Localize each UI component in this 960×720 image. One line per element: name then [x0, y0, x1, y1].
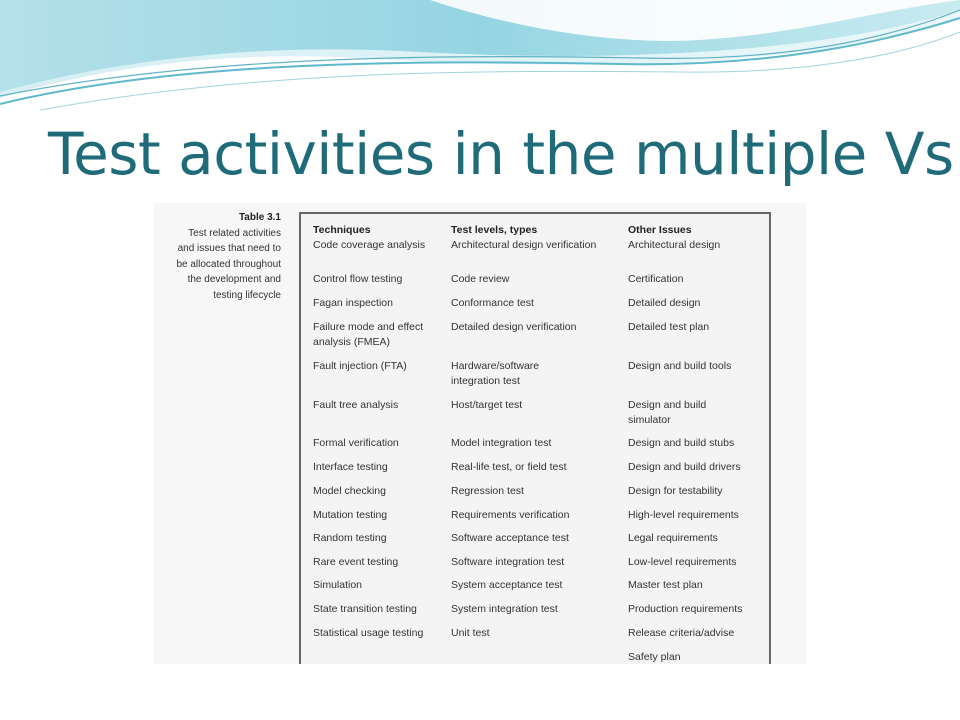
- table-cell-test-level: Hardware/software integration test: [451, 360, 540, 387]
- column-header-test-levels: Test levels, types: [451, 224, 538, 236]
- table-cell-technique: Statistical usage testing: [313, 627, 424, 639]
- table-cell-other-issue: Production requirements: [628, 603, 743, 615]
- table-cell-other-issue: Detailed design: [628, 297, 701, 309]
- table-cell-test-level: Model integration test: [451, 437, 552, 449]
- caption-line: the development and: [187, 274, 281, 285]
- slide-title: Test activities in the multiple Vs: [48, 120, 954, 188]
- table-cell-other-issue: Design and build simulator: [628, 399, 707, 426]
- table-cell-other-issue: Design and build drivers: [628, 461, 741, 473]
- header-wave-decoration: [0, 0, 960, 120]
- table-cell-technique: Simulation: [313, 579, 363, 591]
- table-cell-technique: State transition testing: [313, 603, 417, 615]
- table-cell-other-issue: Design for testability: [628, 485, 723, 497]
- caption-title: Table 3.1: [238, 212, 281, 223]
- table-cell-other-issue: Design and build stubs: [628, 437, 735, 449]
- table-cell-other-issue: Release criteria/advise: [628, 627, 735, 639]
- table-cell-technique: Fagan inspection: [313, 297, 393, 309]
- table-cell-test-level: Conformance test: [451, 297, 534, 309]
- caption-line: Test related activities: [188, 227, 281, 239]
- table-cell-technique: Mutation testing: [313, 509, 388, 521]
- table-cell-other-issue: Legal requirements: [628, 532, 718, 544]
- table-cell-other-issue: Master test plan: [628, 579, 703, 591]
- caption-line: and issues that need to: [177, 243, 281, 254]
- column-header-other-issues: Other Issues: [628, 224, 692, 236]
- table-cell-technique: Formal verification: [313, 437, 399, 449]
- table-cell-test-level: Regression test: [451, 485, 524, 497]
- table-cell-test-level: System integration test: [451, 603, 558, 615]
- table-cell-test-level: Architectural design verification: [451, 239, 597, 251]
- table-cell-technique: Control flow testing: [313, 273, 403, 285]
- table-cell-technique: Fault injection (FTA): [313, 360, 407, 372]
- table-cell-other-issue: Safety plan: [628, 651, 681, 663]
- caption-line: be allocated throughout: [176, 258, 281, 270]
- table-cell-test-level: Code review: [451, 273, 510, 285]
- activities-table: [299, 212, 771, 664]
- table-cell-other-issue: High-level requirements: [628, 509, 739, 521]
- table-cell-test-level: Software acceptance test: [451, 532, 569, 544]
- table-cell-test-level: Real-life test, or field test: [451, 461, 567, 473]
- table-cell-technique: Random testing: [313, 532, 387, 544]
- column-header-techniques: Techniques: [313, 224, 371, 236]
- table-cell-technique: Fault tree analysis: [313, 399, 399, 411]
- table-figure: [154, 203, 806, 664]
- table-cell-test-level: Detailed design verification: [451, 321, 577, 333]
- table-cell-test-level: System acceptance test: [451, 579, 563, 591]
- table-cell-technique: Failure mode and effect analysis (FMEA): [313, 321, 424, 348]
- table-cell-test-level: Software integration test: [451, 556, 565, 568]
- table-cell-test-level: Unit test: [451, 627, 490, 639]
- table-cell-other-issue: Architectural design: [628, 239, 721, 251]
- table-cell-test-level: Requirements verification: [451, 509, 570, 521]
- table-cell-technique: Model checking: [313, 485, 386, 497]
- table-cell-other-issue: Design and build tools: [628, 360, 732, 372]
- table-cell-test-level: Host/target test: [451, 399, 523, 411]
- caption-line: testing lifecycle: [213, 289, 281, 301]
- table-cell-technique: Code coverage analysis: [313, 239, 426, 251]
- table-cell-other-issue: Low-level requirements: [628, 556, 737, 568]
- table-caption: [156, 210, 281, 303]
- table-cell-technique: Interface testing: [313, 461, 388, 473]
- table-cell-other-issue: Detailed test plan: [628, 321, 710, 333]
- table-cell-technique: Rare event testing: [313, 556, 399, 568]
- table-cell-other-issue: Certification: [628, 273, 684, 285]
